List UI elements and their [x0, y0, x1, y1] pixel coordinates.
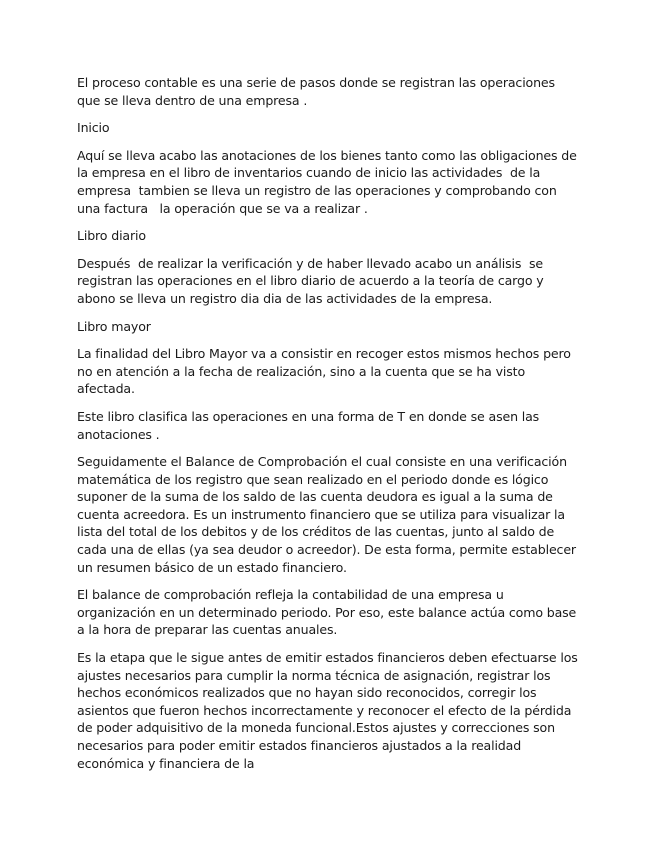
heading-libro-diario: Libro diario	[77, 228, 146, 244]
paragraph-libro-mayor: La finalidad del Libro Mayor va a consistir en recoger estos mismos hechos pero no en atención a la fecha de realización, sino a la cuenta que se ha visto afectada.	[77, 346, 575, 397]
paragraph-balance-comprobacion: Seguidamente el Balance de Comprobación el cual consiste en una verificación matemática de los registro que sean realizado en el periodo donde es lógico suponer de la suma de los saldo de las cuenta deudora es igual a la suma de cuenta acreedora. Es un instrumento financiero que se utiliza para visualizar la lista del total de los debitos y de los créditos de las cuentas, junto al saldo de cada una de ellas (ya sea deudor o acreedor). De esta forma, permite establecer un resumen básico de un estado financiero.	[77, 454, 580, 575]
paragraph-intro: El proceso contable es una serie de pasos donde se registran las operaciones que se lleva dentro de una empresa .	[77, 75, 559, 108]
document-page	[77, 74, 582, 782]
heading-libro-mayor: Libro mayor	[77, 318, 151, 334]
paragraph-inicio: Aquí se lleva acabo las anotaciones de los bienes tanto como las obligaciones de la empresa en el libro de inventarios cuando de inicio las actividades de la empresa tambien se lleva un registro de las operaciones y comprobando con una factura la operación que se va a realizar .	[77, 147, 581, 216]
paragraph-balance-refleja: El balance de comprobación refleja la contabilidad de una empresa u organización en un determinado periodo. Por eso, este balance actúa como base a la hora de preparar las cuentas anuales.	[77, 587, 581, 638]
paragraph-ajustes: Es la etapa que le sigue antes de emitir estados financieros deben efectuarse los ajustes necesarios para cumplir la norma técnica de asignación, registrar los hechos económicos realizados que no hayan sido reconocidos, corregir los asientos que fueron hechos incorrectamente y reconocer el efecto de la pérdida de poder adquisitivo de la moneda funcional.Estos ajustes y correcciones son necesarios para poder emitir estados financieros ajustados a la realidad económica y financiera de la	[77, 650, 582, 771]
heading-inicio: Inicio	[77, 120, 110, 136]
paragraph-libro-diario: Después de realizar la verificación y de haber llevado acabo un análisis se registran las operaciones en el libro diario de acuerdo a la teoría de cargo y abono se lleva un registro dia dia de las actividades de la empresa.	[77, 255, 548, 306]
paragraph-forma-t: Este libro clasifica las operaciones en una forma de T en donde se asen las anotaciones .	[77, 408, 543, 442]
